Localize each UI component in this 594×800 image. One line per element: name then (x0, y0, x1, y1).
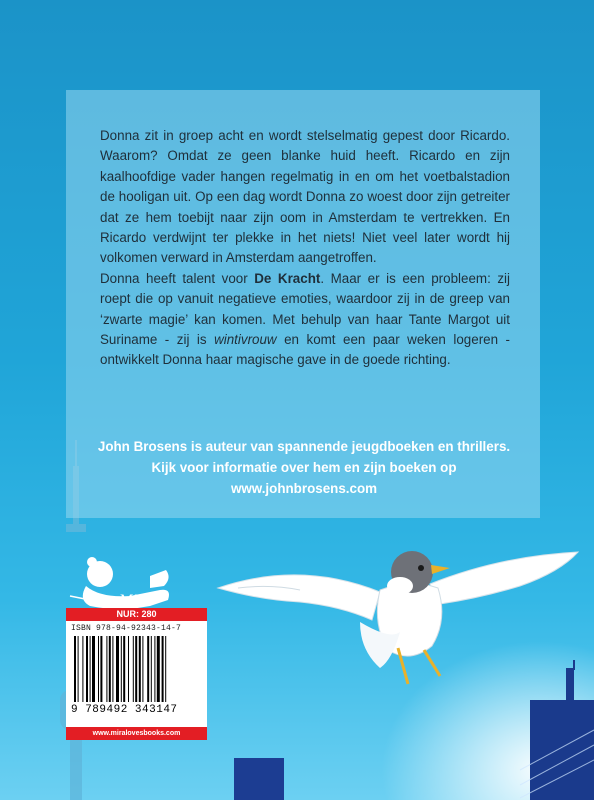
synopsis-text-span: Donna heeft talent voor (100, 270, 255, 286)
barcode-box (66, 608, 207, 740)
building-illustration (234, 758, 284, 800)
publisher-website: www.miralovesbooks.com (66, 727, 207, 740)
author-note: John Brosens is auteur van spannende jeugdboeken en thrillers. Kijk voor informatie over hem en zijn boeken op www.johnbrosens.com (97, 439, 511, 496)
isbn-number: ISBN 978-94-92343-14-7 (71, 624, 182, 633)
nur-label: NUR: 280 (66, 608, 207, 621)
synopsis-text-span: . Maar er is een probleem: zij roept die op vanuit negatieve emoties, waardoor zij in de greep van ‘zwarte magie’ kan komen. Met behulp van haar Tante Margot uit Suriname - zij is (100, 270, 510, 348)
barcode-digits: 9 789492 343147 (71, 704, 178, 716)
synopsis-text-span: en komt een paar weken logeren - ontwikkelt Donna haar magische gave in de goede richting. (100, 332, 511, 368)
barcode-icon (74, 636, 199, 704)
skyscraper-illustration (520, 660, 594, 800)
synopsis-paragraph-1: Donna zit in groep acht en wordt stelselmatig gepest door Ricardo. Waarom? Omdat ze geen blanke huid heeft. Ricardo en zijn kaalhoofdige vader hangen regelmatig in en om het voetbalstadion de hooligan uit. Op een dag wordt Donna zo woest door zijn getreiter dat ze hem toebijt naar zijn oom in Amsterdam te vertrekken. En Ricardo verdwijnt ter plekke in het niets! Niet veel later wordt hij volkomen verward in Amsterdam aangetroffen. (100, 128, 510, 266)
publisher-logo-text: MLB (120, 592, 156, 608)
synopsis-text (100, 126, 510, 371)
synopsis-emphasis: De Kracht (254, 270, 321, 286)
synopsis-italic: wintivrouw (214, 332, 277, 348)
synopsis-paragraph-2 (100, 269, 510, 371)
seagull-illustration (218, 551, 578, 684)
